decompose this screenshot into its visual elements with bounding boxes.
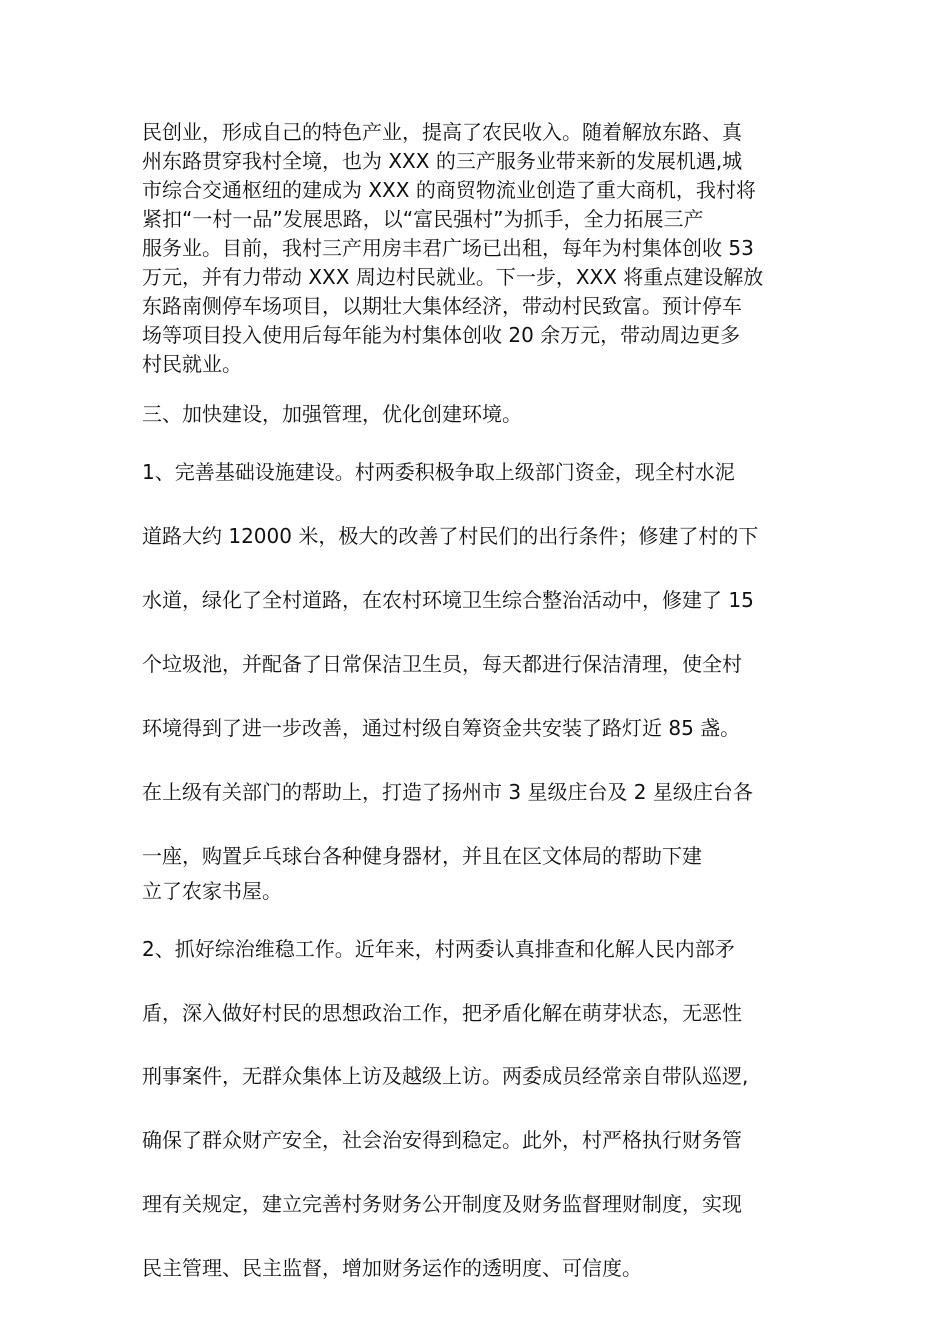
text-line: 紧扣“一村一品”发展思路，以“富民强村”为抓手，全力拓展三产	[142, 207, 704, 231]
text-line: 水道，绿化了全村道路，在农村环境卫生综合整治活动中，修建了 15	[142, 588, 754, 612]
text-line: 一座，购置乒乓球台各种健身器材，并且在区文体局的帮助下建	[142, 844, 702, 868]
text-line: 盾，深入做好村民的思想政治工作，把矛盾化解在萌芽状态，无恶性	[142, 1001, 742, 1025]
text-line: 万元，并有力带动 XXX 周边村民就业。下一步，XXX 将重点建设解放	[142, 265, 764, 289]
text-line: 理有关规定，建立完善村务财务公开制度及财务监督理财制度，实现	[142, 1192, 742, 1216]
text-line: 东路南侧停车场项目，以期壮大集体经济，带动村民致富。预计停车	[142, 294, 742, 318]
text-line: 环境得到了进一步改善，通过村级自筹资金共安装了路灯近 85 盏。	[142, 716, 741, 740]
text-line: 场等项目投入使用后每年能为村集体创收 20 余万元，带动周边更多	[142, 323, 741, 347]
text-line: 民主管理、民主监督，增加财务运作的透明度、可信度。	[142, 1256, 642, 1280]
text-line: 1、完善基础设施建设。村两委积极争取上级部门资金，现全村水泥	[142, 460, 735, 484]
text-line: 村民就业。	[142, 352, 242, 376]
text-line: 刑事案件，无群众集体上访及越级上访。两委成员经常亲自带队巡逻,	[142, 1064, 749, 1088]
text-line: 民创业，形成自己的特色产业，提高了农民收入。随着解放东路、真	[142, 120, 742, 144]
text-line: 道路大约 12000 米，极大的改善了村民们的出行条件；修建了村的下	[142, 524, 759, 548]
text-line: 2、抓好综治维稳工作。近年来，村两委认真排查和化解人民内部矛	[142, 937, 735, 961]
text-line: 立了农家书屋。	[142, 879, 282, 903]
text-line: 市综合交通枢纽的建成为 XXX 的商贸物流业创造了重大商机，我村将	[142, 178, 756, 202]
text-line: 州东路贯穿我村全境，也为 XXX 的三产服务业带来新的发展机遇,城	[142, 149, 743, 173]
text-line: 服务业。目前，我村三产用房丰君广场已出租，每年为村集体创收 53	[142, 236, 754, 260]
text-line: 个垃圾池，并配备了日常保洁卫生员，每天都进行保洁清理，使全村	[142, 652, 742, 676]
text-line: 在上级有关部门的帮助上，打造了扬州市 3 星级庄台及 2 星级庄台各	[142, 780, 753, 804]
section-heading: 三、加快建设，加强管理，优化创建环境。	[142, 402, 522, 426]
text-line: 确保了群众财产安全，社会治安得到稳定。此外，村严格执行财务管	[142, 1128, 742, 1152]
